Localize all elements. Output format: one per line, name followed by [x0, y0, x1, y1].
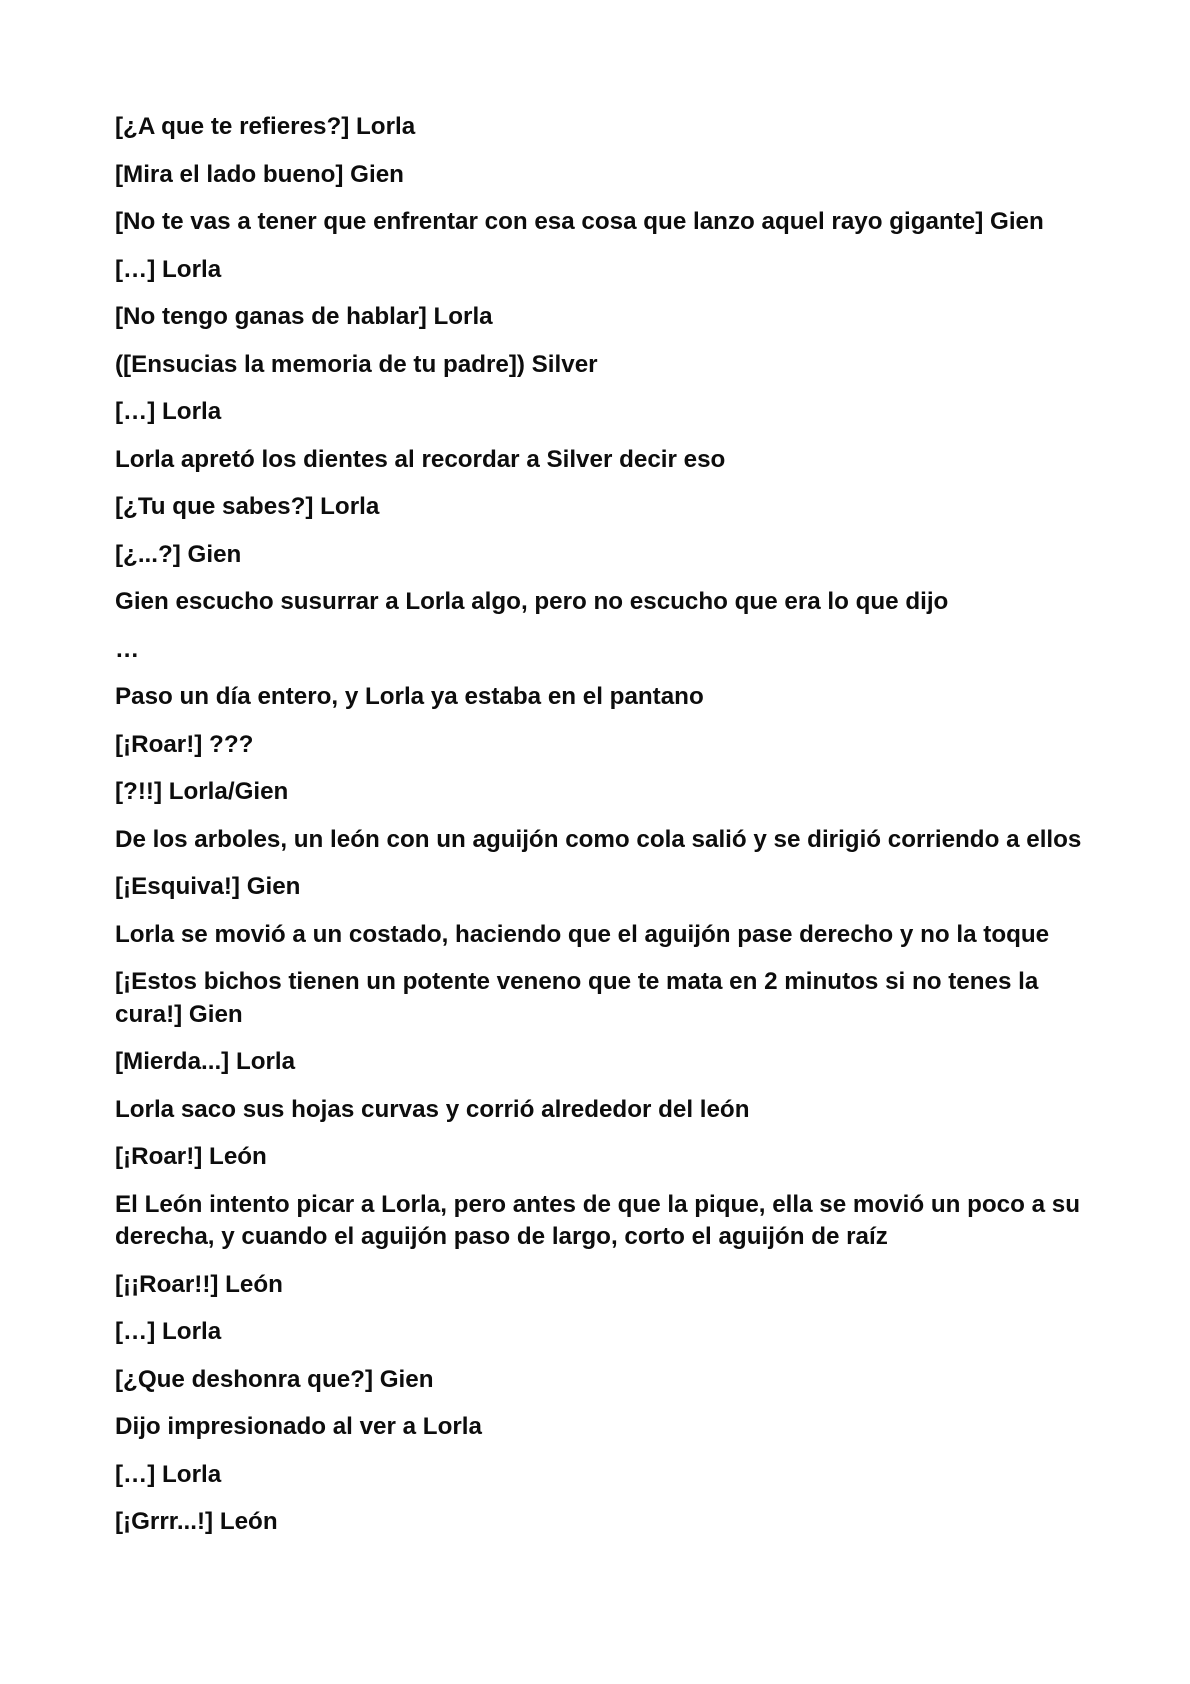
dialogue-line: [¡Grrr...!] León: [115, 1508, 278, 1535]
dialogue-line: [¡¡Roar!!] León: [115, 1270, 283, 1298]
dialogue-line: [¡Roar!] ???: [115, 730, 254, 758]
narration-line: El León intento picar a Lorla, pero antes de que la pique, ella se movió un poco a su derecha, y cuando el aguijón paso de largo, corto el aguijón de raíz: [115, 1190, 1081, 1250]
dialogue-line: [No tengo ganas de hablar] Lorla: [115, 303, 493, 330]
dialogue-line: [¿...?] Gien: [115, 540, 242, 568]
scene-break: …: [115, 635, 140, 663]
dialogue-line: [¡Esquiva!] Gien: [115, 873, 301, 900]
dialogue-line: […] Lorla: [115, 1460, 222, 1488]
dialogue-line: [Mierda...] Lorla: [115, 1048, 296, 1075]
narration-line: Lorla se movió a un costado, haciendo que el aguijón pase derecho y no la toque: [115, 920, 1050, 948]
document-body: [115, 111, 1090, 1554]
narration-line: Gien escucho susurrar a Lorla algo, pero no escucho que era lo que dijo: [115, 588, 949, 615]
narration-line: Lorla apretó los dientes al recordar a Silver decir eso: [115, 445, 726, 473]
dialogue-line: […] Lorla: [115, 398, 222, 425]
narration-line: Dijo impresionado al ver a Lorla: [115, 1413, 482, 1440]
dialogue-line: [¿A que te refieres?] Lorla: [115, 113, 416, 140]
dialogue-line: [No te vas a tener que enfrentar con esa cosa que lanzo aquel rayo gigante] Gien: [115, 208, 1044, 235]
narration-line: De los arboles, un león con un aguijón como cola salió y se dirigió corriendo a ellos: [115, 825, 1082, 853]
narration-line: Paso un día entero, y Lorla ya estaba en el pantano: [115, 683, 704, 710]
dialogue-line: ([Ensucias la memoria de tu padre]) Silver: [115, 350, 598, 378]
dialogue-line: […] Lorla: [115, 1318, 222, 1345]
dialogue-line: [¡Estos bichos tienen un potente veneno que te mata en 2 minutos si no tenes la cura!] Gien: [115, 968, 1039, 1028]
dialogue-line: [¡Roar!] León: [115, 1143, 267, 1170]
dialogue-line: […] Lorla: [115, 255, 222, 283]
dialogue-line: [¿Que deshonra que?] Gien: [115, 1365, 434, 1393]
narration-line: Lorla saco sus hojas curvas y corrió alrededor del león: [115, 1095, 750, 1123]
dialogue-line: [?!!] Lorla/Gien: [115, 778, 289, 805]
dialogue-line: [¿Tu que sabes?] Lorla: [115, 493, 380, 520]
dialogue-line: [Mira el lado bueno] Gien: [115, 160, 404, 188]
